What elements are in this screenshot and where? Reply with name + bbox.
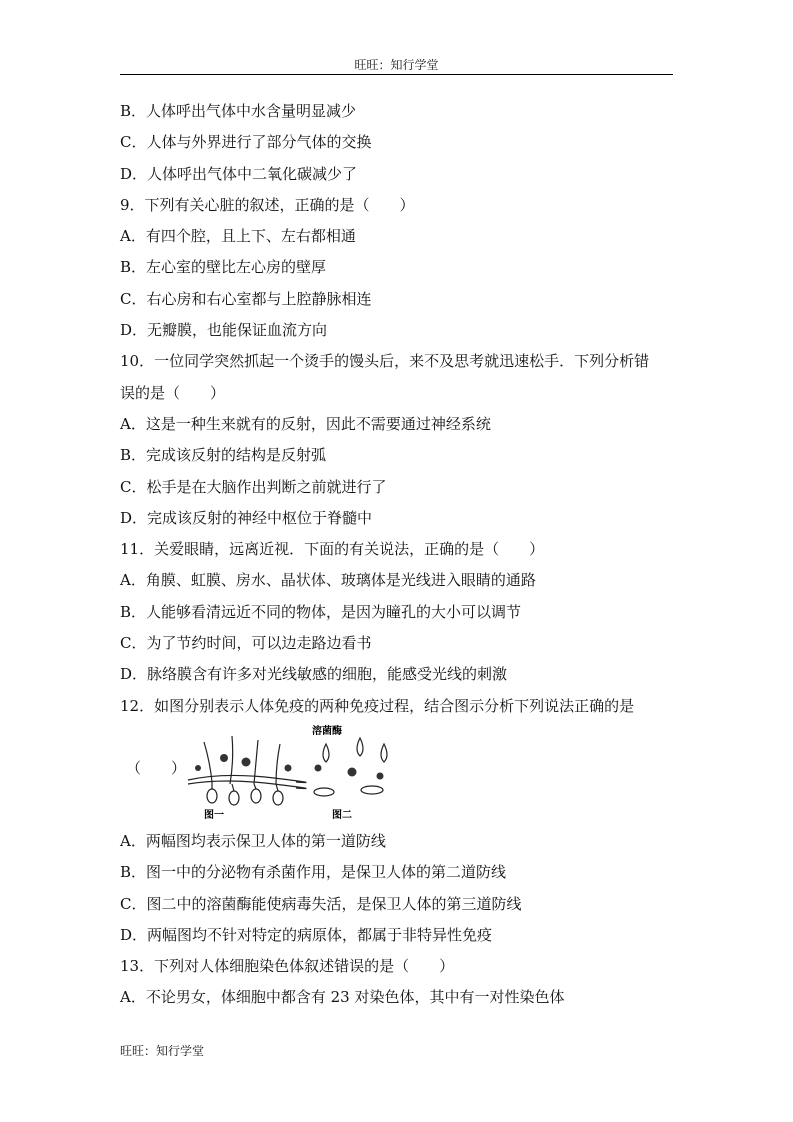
text-line: C．人体与外界进行了部分气体的交换 [120,133,372,152]
text-line: A．不论男女，体细胞中都含有 23 对染色体，其中有一对性染色体 [120,988,565,1007]
text-line: C．右心房和右心室都与上腔静脉相连 [120,289,372,308]
text-line: C．松手是在大脑作出判断之前就进行了 [120,477,387,496]
text-line: C．为了节约时间，可以边走路边看书 [120,634,372,653]
microbe [285,764,292,771]
text-line: A．有四个腔，且上下、左右都相通 [120,227,356,246]
question-10: 10．一位同学突然抓起一个烫手的馒头后，来不及思考就迅速松手．下列分析错 [120,352,650,371]
hair [204,742,212,782]
question-9: 9．下列有关心脏的叙述，正确的是（ ） [120,195,415,214]
gland [229,791,239,805]
gland [251,789,261,803]
bacterium [377,772,384,779]
text-line: A．两幅图均表示保卫人体的第一道防线 [120,831,386,850]
text-line: D．脉络膜含有许多对光线敏感的细胞，能感受光线的刺激 [120,665,508,684]
text-line: C．图二中的溶菌酶能使病毒失活，是保卫人体的第三道防线 [120,894,522,913]
lysed-cell [314,788,334,796]
enzyme-label: 溶菌酶 [312,725,342,737]
figure-two [314,738,387,796]
page-header: 旺旺：知行学堂 [354,58,439,72]
document-body [120,96,680,1014]
text-line: B．人体呼出气体中水含量明显减少 [120,102,357,120]
text-line: D．人体呼出气体中二氧化碳减少了 [120,164,358,183]
text-line: B．人能够看清远近不同的物体，是因为瞳孔的大小可以调节 [120,602,522,621]
text-line: D．无瓣膜，也能保证血流方向 [120,321,328,340]
bacteria [315,764,384,779]
immune-figure [184,722,398,822]
hair [230,736,233,784]
figure-one-label: 图一 [204,809,224,821]
question-11: 11．关爱眼睛，远离近视．下面的有关说法，正确的是（ ） [120,540,545,559]
hair [254,740,258,784]
text-line: 误的是（ ） [120,383,226,402]
header-divider [120,74,673,75]
enzyme-drop [381,744,387,762]
gland [273,791,283,805]
bacterium [315,764,322,771]
text-line: B．图一中的分泌物有杀菌作用，是保卫人体的第二道防线 [120,863,507,882]
microbe [195,765,201,771]
microbe [242,757,251,766]
skin-layer [188,781,306,789]
text-line: A．角膜、虹膜、房水、晶状体、玻璃体是光线进入眼睛的通路 [120,571,536,590]
bacterium [348,767,357,776]
enzyme-drop [323,744,329,762]
question-13: 13．下列对人体细胞染色体叙述错误的是（ ） [120,957,455,976]
gland [207,789,217,803]
answer-paren: （ ） [126,758,187,777]
figure-two-label: 图二 [332,809,352,821]
text-line: A．这是一种生来就有的反射，因此不需要通过神经系统 [120,414,491,433]
figure-row [120,722,680,826]
question-12: 12．如图分别表示人体免疫的两种免疫过程，结合图示分析下列说法正确的是 [120,696,635,715]
page-footer: 旺旺：知行学堂 [120,1044,205,1058]
microbe [220,754,228,762]
lysed-cell [361,786,383,794]
text-line: D．两幅图均不针对特定的病原体，都属于非特异性免疫 [120,925,493,944]
text-line: B．左心室的壁比左心房的壁厚 [120,258,327,277]
text-line: B．完成该反射的结构是反射弧 [120,446,327,465]
text-line: D．完成该反射的神经中枢位于脊髓中 [120,508,373,527]
enzyme-drop [357,738,363,756]
